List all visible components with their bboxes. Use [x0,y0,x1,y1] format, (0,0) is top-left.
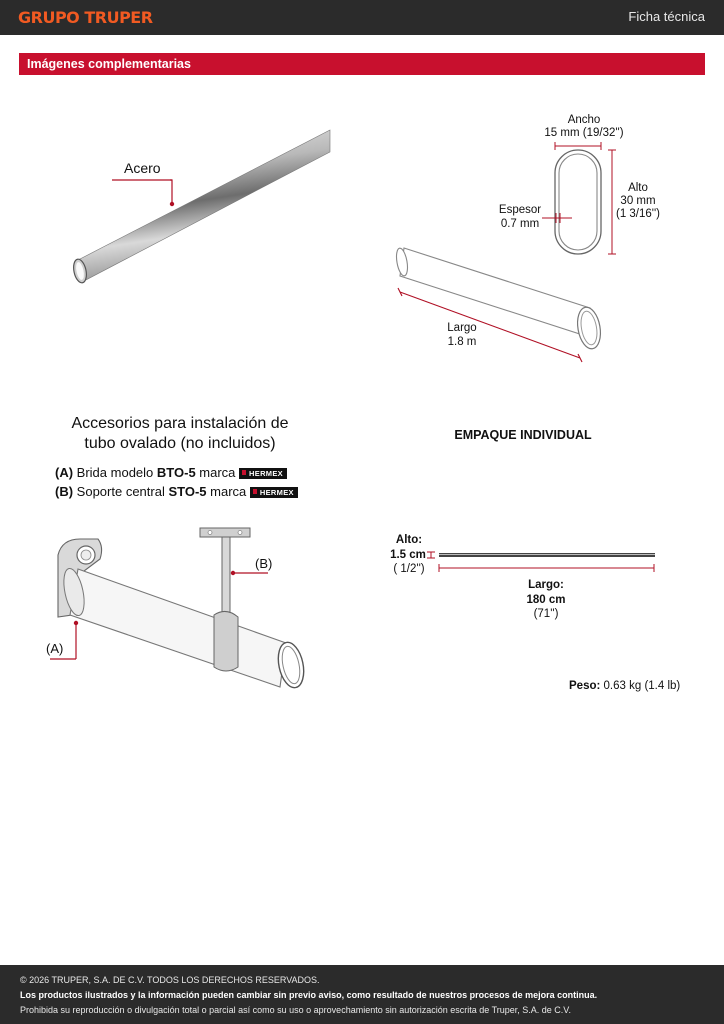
accessory-letter: (B) [55,484,74,499]
package-height-value: 1.5 cm [390,549,426,561]
height-inch: (1 3/16'') [615,208,661,220]
accessory-model: BTO-5 [156,465,196,480]
width-value: 15 mm (19/32'') [544,127,624,139]
accessory-item-a [55,465,287,480]
package-length-value: 180 cm [526,594,566,606]
width-label: Ancho [567,114,601,126]
package-height-inch: ( 1/2'') [393,563,425,575]
height-label: Alto [628,182,648,194]
tube-dimensions-diagram [390,140,630,370]
accessory-model: STO-5 [168,484,207,499]
accessories-title-line1: Accesorios para instalación de [71,415,289,432]
callout-a: (A) [46,641,64,656]
footer-copyright: © 2026 TRUPER, S.A. DE C.V. TODOS LOS DERECHOS RESERVADOS. [20,975,320,985]
accessories-title-line2: tubo ovalado (no incluidos) [84,435,276,452]
accessory-brand-text: marca [199,465,236,480]
length-value: 1.8 m [447,336,477,348]
accessory-brand-text: marca [210,484,247,499]
accessory-text: Soporte central [76,484,165,499]
section-title: Imágenes complementarias [27,57,191,71]
thickness-label: Espesor [498,204,542,216]
material-label: Acero [124,160,161,176]
hermex-logo: HERMEX [250,487,298,498]
top-bar [0,0,724,35]
package-height-label: Alto: [395,534,423,546]
steel-tube-illustration [60,120,340,300]
thickness-value: 0.7 mm [500,218,540,230]
packaging-diagram [425,548,660,578]
weight-value: 0.63 kg (1.4 lb) [603,680,681,692]
accessory-item-b [55,484,298,499]
accessory-text: Brida modelo [76,465,154,480]
package-weight [569,680,680,692]
accessories-title [40,414,320,454]
hermex-logo: HERMEX [239,468,287,479]
package-length-inch: (71'') [533,608,559,620]
section-header [19,53,705,75]
installation-illustration [40,525,320,695]
callout-b: (B) [255,556,273,571]
footer-notice: Los productos ilustrados y la información pueden cambiar sin previo aviso, como resultado de nuestros procesos de mejora continua. [20,990,598,1000]
length-label: Largo [447,322,477,334]
document-type: Ficha técnica [628,9,705,24]
package-length-label: Largo: [528,579,564,591]
height-value: 30 mm [620,195,656,207]
accessory-letter: (A) [55,465,74,480]
weight-label: Peso: [569,680,601,692]
packaging-title: EMPAQUE INDIVIDUAL [454,428,592,442]
footer [0,965,724,1024]
footer-prohibition: Prohibida su reproducción o divulgación total o parcial así como su uso o aprovechamiento sin autorización escrita de Truper, S.A. de C.V. [20,1005,571,1015]
brand-logo: GRUPO TRUPER [18,8,153,27]
